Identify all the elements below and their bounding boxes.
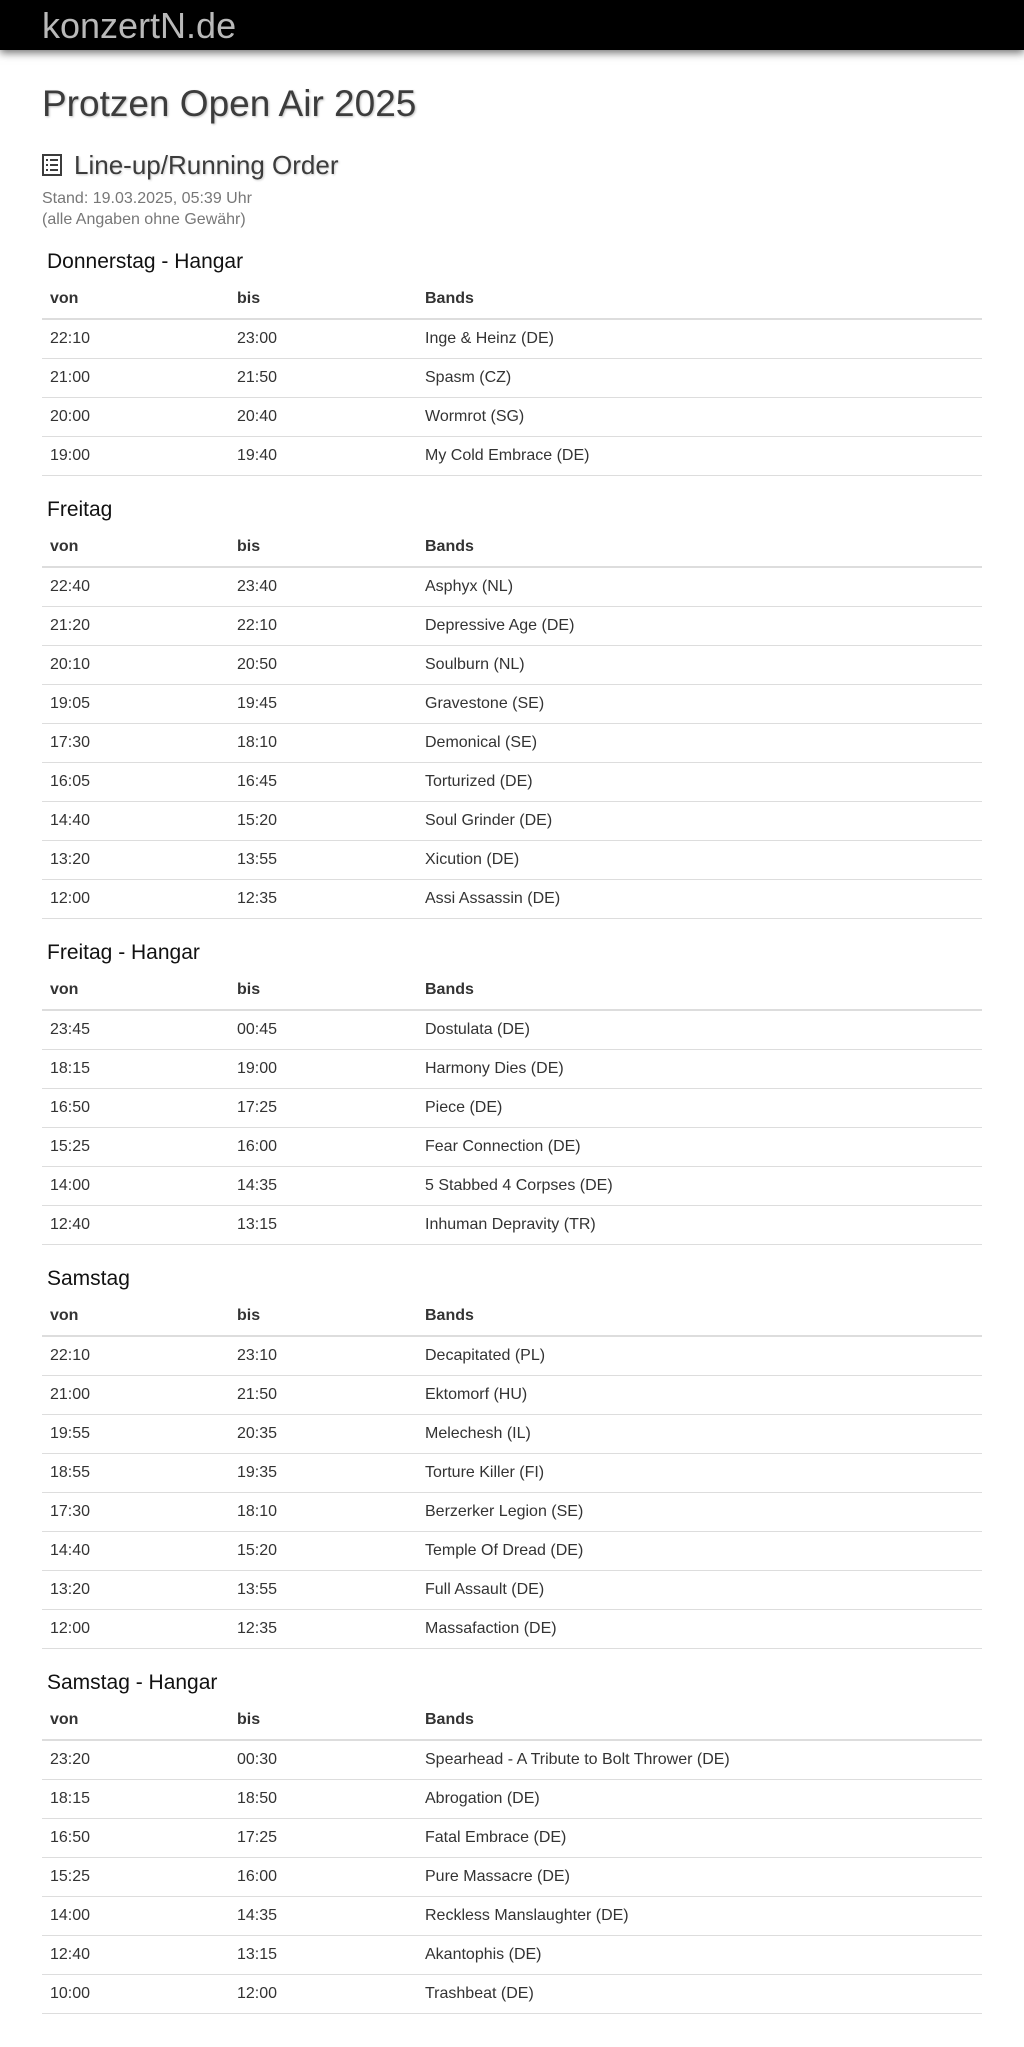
cell-bis: 19:35 [229, 1454, 417, 1493]
cell-von: 19:00 [42, 437, 229, 476]
table-row [42, 802, 982, 841]
cell-band: Reckless Manslaughter (DE) [417, 1897, 982, 1936]
table-row [42, 1415, 982, 1454]
cell-von: 15:25 [42, 1128, 229, 1167]
running-order-table [42, 1297, 982, 1649]
cell-bis: 14:35 [229, 1167, 417, 1206]
day-section [42, 496, 982, 919]
cell-bis: 13:15 [229, 1936, 417, 1975]
running-order-table [42, 971, 982, 1245]
table-row [42, 724, 982, 763]
table-row [42, 763, 982, 802]
day-section [42, 1265, 982, 1649]
cell-band: Assi Assassin (DE) [417, 880, 982, 919]
table-header-row [42, 280, 982, 319]
cell-von: 22:40 [42, 567, 229, 607]
cell-band: My Cold Embrace (DE) [417, 437, 982, 476]
column-header-von: von [42, 1701, 229, 1740]
table-row [42, 1336, 982, 1376]
cell-von: 20:00 [42, 398, 229, 437]
cell-von: 23:45 [42, 1010, 229, 1050]
cell-bis: 16:00 [229, 1858, 417, 1897]
cell-bis: 18:50 [229, 1780, 417, 1819]
running-order-sections [42, 248, 982, 2014]
cell-von: 22:10 [42, 1336, 229, 1376]
cell-band: Harmony Dies (DE) [417, 1050, 982, 1089]
cell-von: 17:30 [42, 1493, 229, 1532]
table-row [42, 1740, 982, 1780]
cell-band: Fatal Embrace (DE) [417, 1819, 982, 1858]
cell-band: Wormrot (SG) [417, 398, 982, 437]
subtitle-row [42, 148, 982, 182]
column-header-bis: bis [229, 1701, 417, 1740]
table-row [42, 1897, 982, 1936]
main-content [0, 80, 1024, 2014]
cell-band: Inhuman Depravity (TR) [417, 1206, 982, 1245]
day-section [42, 248, 982, 476]
cell-bis: 15:20 [229, 1532, 417, 1571]
table-row [42, 1532, 982, 1571]
table-row [42, 1167, 982, 1206]
disclaimer-text: (alle Angaben ohne Gewähr) [42, 211, 246, 228]
table-row [42, 1050, 982, 1089]
cell-bis: 13:15 [229, 1206, 417, 1245]
day-title: Freitag - Hangar [47, 941, 200, 964]
column-header-von: von [42, 1297, 229, 1336]
cell-bis: 16:00 [229, 1128, 417, 1167]
cell-von: 22:10 [42, 319, 229, 359]
table-row [42, 398, 982, 437]
cell-von: 18:55 [42, 1454, 229, 1493]
cell-band: Depressive Age (DE) [417, 607, 982, 646]
cell-bis: 20:40 [229, 398, 417, 437]
cell-band: Asphyx (NL) [417, 567, 982, 607]
column-header-bis: bis [229, 280, 417, 319]
table-row [42, 880, 982, 919]
list-icon [42, 154, 62, 176]
cell-von: 10:00 [42, 1975, 229, 2014]
cell-bis: 00:45 [229, 1010, 417, 1050]
cell-von: 18:15 [42, 1780, 229, 1819]
day-title: Donnerstag - Hangar [47, 250, 244, 273]
cell-von: 21:00 [42, 1376, 229, 1415]
cell-bis: 19:00 [229, 1050, 417, 1089]
table-row [42, 685, 982, 724]
running-order-table [42, 528, 982, 919]
cell-von: 18:15 [42, 1050, 229, 1089]
cell-von: 23:20 [42, 1740, 229, 1780]
cell-bis: 18:10 [229, 724, 417, 763]
cell-von: 12:40 [42, 1936, 229, 1975]
cell-band: Piece (DE) [417, 1089, 982, 1128]
cell-von: 20:10 [42, 646, 229, 685]
cell-bis: 13:55 [229, 1571, 417, 1610]
day-title: Samstag [47, 1267, 130, 1290]
table-row [42, 1858, 982, 1897]
cell-band: Spearhead - A Tribute to Bolt Thrower (DE) [417, 1740, 982, 1780]
table-header-row [42, 1297, 982, 1336]
cell-bis: 17:25 [229, 1819, 417, 1858]
table-row [42, 1454, 982, 1493]
cell-band: Ektomorf (HU) [417, 1376, 982, 1415]
table-row [42, 567, 982, 607]
table-row [42, 607, 982, 646]
table-row [42, 319, 982, 359]
cell-bis: 18:10 [229, 1493, 417, 1532]
column-header-bands: Bands [417, 1701, 982, 1740]
cell-bis: 19:40 [229, 437, 417, 476]
cell-von: 16:05 [42, 763, 229, 802]
cell-bis: 21:50 [229, 1376, 417, 1415]
site-logo-link[interactable]: konzertN.de [42, 5, 237, 46]
day-section [42, 1669, 982, 2014]
cell-bis: 00:30 [229, 1740, 417, 1780]
column-header-von: von [42, 528, 229, 567]
cell-bis: 22:10 [229, 607, 417, 646]
cell-band: Berzerker Legion (SE) [417, 1493, 982, 1532]
column-header-bands: Bands [417, 528, 982, 567]
cell-band: Melechesh (IL) [417, 1415, 982, 1454]
cell-von: 21:00 [42, 359, 229, 398]
cell-band: Soulburn (NL) [417, 646, 982, 685]
cell-von: 12:00 [42, 1610, 229, 1649]
cell-band: Gravestone (SE) [417, 685, 982, 724]
cell-bis: 20:50 [229, 646, 417, 685]
day-title: Freitag [47, 498, 113, 521]
table-row [42, 1780, 982, 1819]
cell-bis: 14:35 [229, 1897, 417, 1936]
cell-von: 13:20 [42, 1571, 229, 1610]
running-order-table [42, 1701, 982, 2014]
cell-bis: 23:40 [229, 567, 417, 607]
page-title: Protzen Open Air 2025 [42, 83, 417, 124]
column-header-von: von [42, 280, 229, 319]
cell-band: Pure Massacre (DE) [417, 1858, 982, 1897]
table-row [42, 1493, 982, 1532]
cell-von: 14:00 [42, 1167, 229, 1206]
cell-band: 5 Stabbed 4 Corpses (DE) [417, 1167, 982, 1206]
day-title: Samstag - Hangar [47, 1671, 218, 1694]
table-row [42, 1571, 982, 1610]
table-row [42, 1128, 982, 1167]
cell-von: 14:00 [42, 1897, 229, 1936]
cell-von: 19:55 [42, 1415, 229, 1454]
cell-bis: 12:35 [229, 1610, 417, 1649]
cell-band: Decapitated (PL) [417, 1336, 982, 1376]
top-navbar [0, 0, 1024, 50]
cell-bis: 12:35 [229, 880, 417, 919]
cell-band: Soul Grinder (DE) [417, 802, 982, 841]
table-header-row [42, 971, 982, 1010]
table-row [42, 841, 982, 880]
cell-band: Spasm (CZ) [417, 359, 982, 398]
cell-band: Fear Connection (DE) [417, 1128, 982, 1167]
stand-timestamp: Stand: 19.03.2025, 05:39 Uhr [42, 190, 252, 207]
column-header-bands: Bands [417, 971, 982, 1010]
cell-bis: 20:35 [229, 1415, 417, 1454]
cell-band: Inge & Heinz (DE) [417, 319, 982, 359]
cell-band: Trashbeat (DE) [417, 1975, 982, 2014]
table-header-row [42, 528, 982, 567]
section-subtitle: Line-up/Running Order [74, 150, 339, 180]
cell-bis: 17:25 [229, 1089, 417, 1128]
table-row [42, 1936, 982, 1975]
cell-bis: 21:50 [229, 359, 417, 398]
day-section [42, 939, 982, 1245]
column-header-bis: bis [229, 528, 417, 567]
cell-bis: 19:45 [229, 685, 417, 724]
cell-von: 16:50 [42, 1819, 229, 1858]
cell-von: 17:30 [42, 724, 229, 763]
column-header-bis: bis [229, 1297, 417, 1336]
cell-band: Akantophis (DE) [417, 1936, 982, 1975]
table-row [42, 359, 982, 398]
cell-band: Massafaction (DE) [417, 1610, 982, 1649]
cell-bis: 23:10 [229, 1336, 417, 1376]
cell-von: 12:40 [42, 1206, 229, 1245]
column-header-bis: bis [229, 971, 417, 1010]
cell-band: Torturized (DE) [417, 763, 982, 802]
cell-bis: 12:00 [229, 1975, 417, 2014]
table-row [42, 646, 982, 685]
cell-band: Xicution (DE) [417, 841, 982, 880]
table-row [42, 1376, 982, 1415]
cell-band: Demonical (SE) [417, 724, 982, 763]
cell-von: 14:40 [42, 802, 229, 841]
table-row [42, 1010, 982, 1050]
table-row [42, 1819, 982, 1858]
column-header-bands: Bands [417, 1297, 982, 1336]
cell-band: Abrogation (DE) [417, 1780, 982, 1819]
table-row [42, 1975, 982, 2014]
table-row [42, 437, 982, 476]
cell-band: Torture Killer (FI) [417, 1454, 982, 1493]
cell-band: Temple Of Dread (DE) [417, 1532, 982, 1571]
cell-bis: 23:00 [229, 319, 417, 359]
cell-band: Dostulata (DE) [417, 1010, 982, 1050]
cell-von: 12:00 [42, 880, 229, 919]
table-row [42, 1089, 982, 1128]
cell-bis: 16:45 [229, 763, 417, 802]
table-row [42, 1206, 982, 1245]
cell-von: 21:20 [42, 607, 229, 646]
cell-band: Full Assault (DE) [417, 1571, 982, 1610]
cell-bis: 15:20 [229, 802, 417, 841]
cell-bis: 13:55 [229, 841, 417, 880]
cell-von: 13:20 [42, 841, 229, 880]
cell-von: 16:50 [42, 1089, 229, 1128]
column-header-von: von [42, 971, 229, 1010]
cell-von: 14:40 [42, 1532, 229, 1571]
running-order-table [42, 280, 982, 476]
column-header-bands: Bands [417, 280, 982, 319]
table-row [42, 1610, 982, 1649]
cell-von: 19:05 [42, 685, 229, 724]
table-header-row [42, 1701, 982, 1740]
cell-von: 15:25 [42, 1858, 229, 1897]
